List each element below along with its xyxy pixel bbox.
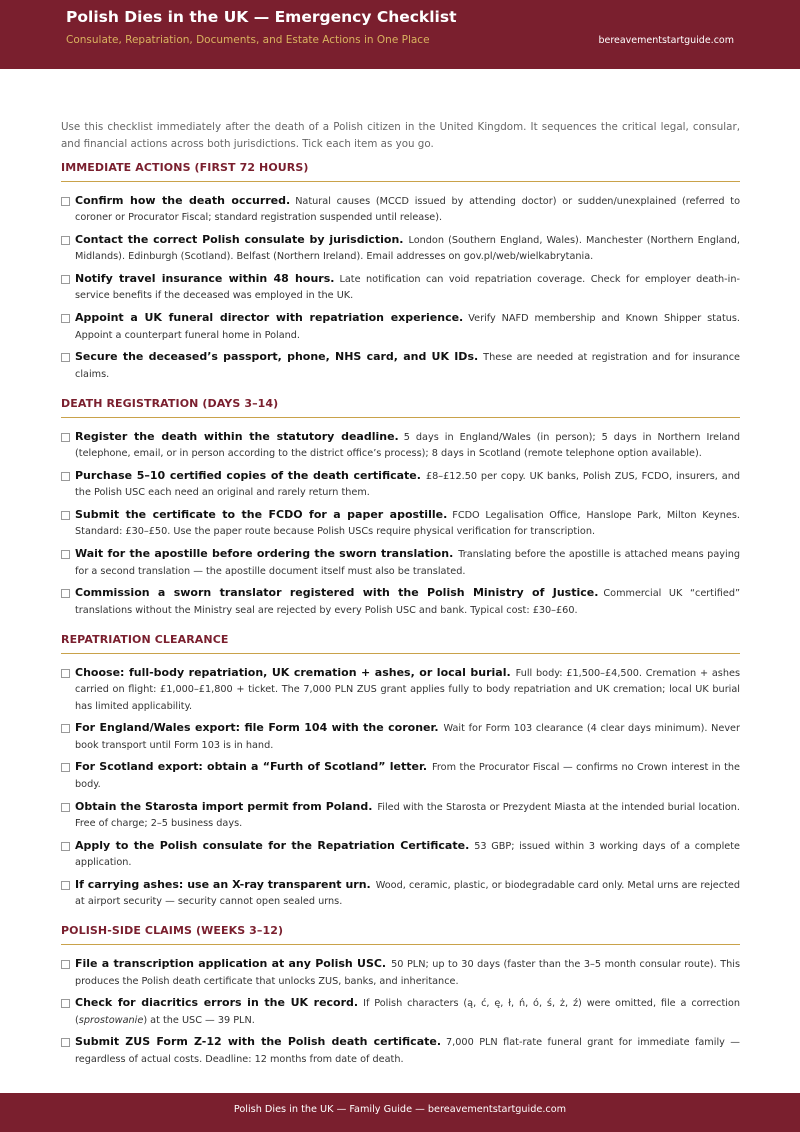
item-lead: Wait for the apostille before ordering the sworn translation. — [75, 547, 454, 561]
item-lead: Notify travel insurance within 48 hours. — [75, 272, 335, 286]
item-text-before: If Polish characters (ą, ć, ę, ł, ń, ó, ś, ż, ź) were omitted, file a correction ( — [75, 998, 740, 1026]
item-lead: Check for diacritics errors in the UK record. — [75, 996, 359, 1010]
checklist-item — [61, 956, 740, 990]
checklist-item — [61, 193, 740, 227]
page-subtitle: Consulate, Repatriation, Documents, and Estate Actions in One Place — [66, 34, 430, 46]
item-lead: Apply to the Polish consulate for the Repatriation Certificate. — [75, 838, 470, 852]
checklist-item — [61, 232, 740, 266]
checkbox[interactable] — [61, 1038, 70, 1047]
item-text: Verify NAFD membership and Known Shipper status. Appoint a counterpart funeral home in Poland. — [75, 313, 741, 341]
page-header — [0, 0, 800, 69]
item-lead: Submit the certificate to the FCDO for a paper apostille. — [75, 508, 448, 522]
checklist-content — [61, 119, 740, 1082]
checkbox[interactable] — [61, 724, 70, 733]
item-lead: Confirm how the death occurred. — [75, 194, 291, 207]
section-heading: POLISH-SIDE CLAIMS (WEEKS 3–12) — [61, 924, 740, 945]
checklist-item — [61, 429, 740, 463]
checkbox[interactable] — [61, 589, 70, 598]
item-text: Full body: £1,500–£4,500. Cremation + ashes carried on flight: £1,000–£1,800 + ticket. The 7,000 PLN ZUS grant applies fully to body repatriation and UK cremation; local UK burial has limited applicability. — [75, 667, 740, 712]
intro-text: Use this checklist immediately after the death of a Polish citizen in the United Kingdom. It sequences the critical legal, consular, and financial actions across both jurisdictions. Tick each item as you go. — [61, 121, 740, 150]
checklist-item — [61, 877, 740, 911]
item-lead: Appoint a UK funeral director with repatriation experience. — [75, 311, 464, 325]
checkbox[interactable] — [61, 511, 70, 520]
checklist-item — [61, 665, 740, 715]
checkbox[interactable] — [61, 472, 70, 481]
checklist-item — [61, 271, 740, 305]
page-title: Polish Dies in the UK — Emergency Checklist — [66, 8, 457, 26]
item-text: London (Southern England, Wales). Manchester (Northern England, Midlands). Edinburgh (Scotland). Belfast (Northern Ireland). Email addresses on gov.pl/web/wielkabrytania. — [75, 235, 740, 263]
item-lead: Submit ZUS Form Z-12 with the Polish death certificate. — [75, 1035, 442, 1049]
item-lead: Register the death within the statutory deadline. — [75, 429, 399, 443]
checkbox[interactable] — [61, 669, 70, 678]
checkbox[interactable] — [61, 960, 70, 969]
item-text: Commercial UK “certified” translations without the Ministry seal are rejected by every Polish USC and bank. Typical cost: £30–£60. — [75, 588, 740, 616]
checkbox[interactable] — [61, 803, 70, 812]
checkbox[interactable] — [61, 550, 70, 559]
item-text: Wood, ceramic, plastic, or biodegradable card only. Metal urns are rejected at airport security — security cannot open sealed urns. — [75, 879, 741, 907]
checklist-item — [61, 310, 740, 344]
checklist-item — [61, 799, 740, 833]
item-lead: Obtain the Starosta import permit from Poland. — [75, 799, 373, 813]
checklist-item — [61, 838, 740, 872]
item-text: Wait for Form 103 clearance (4 clear days minimum). Never book transport until Form 103 is in hand. — [75, 723, 740, 751]
item-lead: Secure the deceased’s passport, phone, NHS card, and UK IDs. — [75, 350, 479, 364]
checklist-item — [61, 349, 740, 383]
header-site-link[interactable]: bereavementstartguide.com — [598, 35, 734, 46]
section-repatriation-clearance — [61, 633, 740, 910]
checkbox[interactable] — [61, 236, 70, 245]
item-lead: Purchase 5–10 certified copies of the death certificate. — [75, 469, 421, 483]
checklist-item — [61, 585, 740, 619]
checkbox[interactable] — [61, 763, 70, 772]
item-lead: Choose: full-body repatriation, UK cremation + ashes, or local burial. — [75, 665, 511, 679]
checklist-item — [61, 1034, 740, 1068]
checkbox[interactable] — [61, 433, 70, 442]
checklist-item — [61, 546, 740, 580]
item-lead: Contact the correct Polish consulate by jurisdiction. — [75, 233, 404, 247]
item-text: 5 days in England/Wales (in person); 5 days in Northern Ireland (telephone, email, or in person according to the district office’s process); 8 days in Scotland (remote telephone option available). — [75, 431, 740, 460]
checklist-item — [61, 720, 740, 754]
checklist-item — [61, 468, 740, 502]
checkbox[interactable] — [61, 275, 70, 284]
item-lead: For Scotland export: obtain a “Furth of Scotland” letter. — [75, 760, 428, 774]
checkbox[interactable] — [61, 314, 70, 323]
section-heading: DEATH REGISTRATION (DAYS 3–14) — [61, 397, 740, 418]
item-text: From the Procurator Fiscal — confirms no Crown interest in the body. — [75, 762, 740, 790]
item-lead: If carrying ashes: use an X-ray transparent urn. — [75, 877, 371, 891]
item-text: Filed with the Starosta or Prezydent Miasta at the intended burial location. Free of charge; 2–5 business days. — [75, 801, 740, 829]
item-text-after: ) at the USC — 39 PLN. — [143, 1014, 255, 1026]
item-text: 53 GBP; issued within 3 working days of a complete application. — [75, 840, 740, 868]
checklist-item — [61, 759, 740, 793]
item-text-emphasis: sprostowanie — [78, 1014, 144, 1026]
item-text: £8–£12.50 per copy. UK banks, Polish ZUS, FCDO, insurers, and the Polish USC each need an original and rarely return them. — [75, 471, 740, 499]
item-text: Natural causes (MCCD issued by attending doctor) or sudden/unexplained (referred to coroner or Procurator Fiscal; standard registration suspended until release). — [75, 196, 740, 224]
section-heading: REPATRIATION CLEARANCE — [61, 633, 740, 654]
checkbox[interactable] — [61, 353, 70, 362]
item-text: 50 PLN; up to 30 days (faster than the 3–5 month consular route). This produces the Polish death certificate that unlocks ZUS, banks, and inheritance. — [75, 959, 740, 987]
checkbox[interactable] — [61, 881, 70, 890]
item-text: Late notification can void repatriation coverage. Check for employer death-in-service benefits if the deceased was employed in the UK. — [75, 274, 740, 302]
checklist-item — [61, 507, 740, 541]
item-lead: Commission a sworn translator registered with the Polish Ministry of Justice. — [75, 586, 599, 600]
checkbox[interactable] — [61, 842, 70, 851]
item-text: FCDO Legalisation Office, Hanslope Park, Milton Keynes. Standard: £30–£50. Use the paper route because Polish USCs require physical verification for transcription. — [75, 510, 740, 538]
checkbox[interactable] — [61, 999, 70, 1008]
section-heading: IMMEDIATE ACTIONS (FIRST 72 HOURS) — [61, 161, 740, 182]
section-polish-side-claims — [61, 924, 740, 1068]
page-footer — [0, 1093, 800, 1132]
footer-text: Polish Dies in the UK — Family Guide — bereavementstartguide.com — [233, 1104, 567, 1115]
item-text: 7,000 PLN flat-rate funeral grant for immediate family — regardless of actual costs. Deadline: 12 months from date of death. — [75, 1037, 740, 1065]
item-text: These are needed at registration and for insurance claims. — [75, 352, 740, 380]
item-lead: File a transcription application at any Polish USC. — [75, 957, 387, 971]
checklist-item — [61, 995, 740, 1029]
section-immediate-actions — [61, 161, 740, 383]
item-lead: For England/Wales export: file Form 104 with the coroner. — [75, 721, 439, 735]
checkbox[interactable] — [61, 197, 70, 206]
section-death-registration — [61, 397, 740, 619]
item-text: Translating before the apostille is attached means paying for a second translation — the apostille document itself must also be translated. — [75, 549, 740, 577]
